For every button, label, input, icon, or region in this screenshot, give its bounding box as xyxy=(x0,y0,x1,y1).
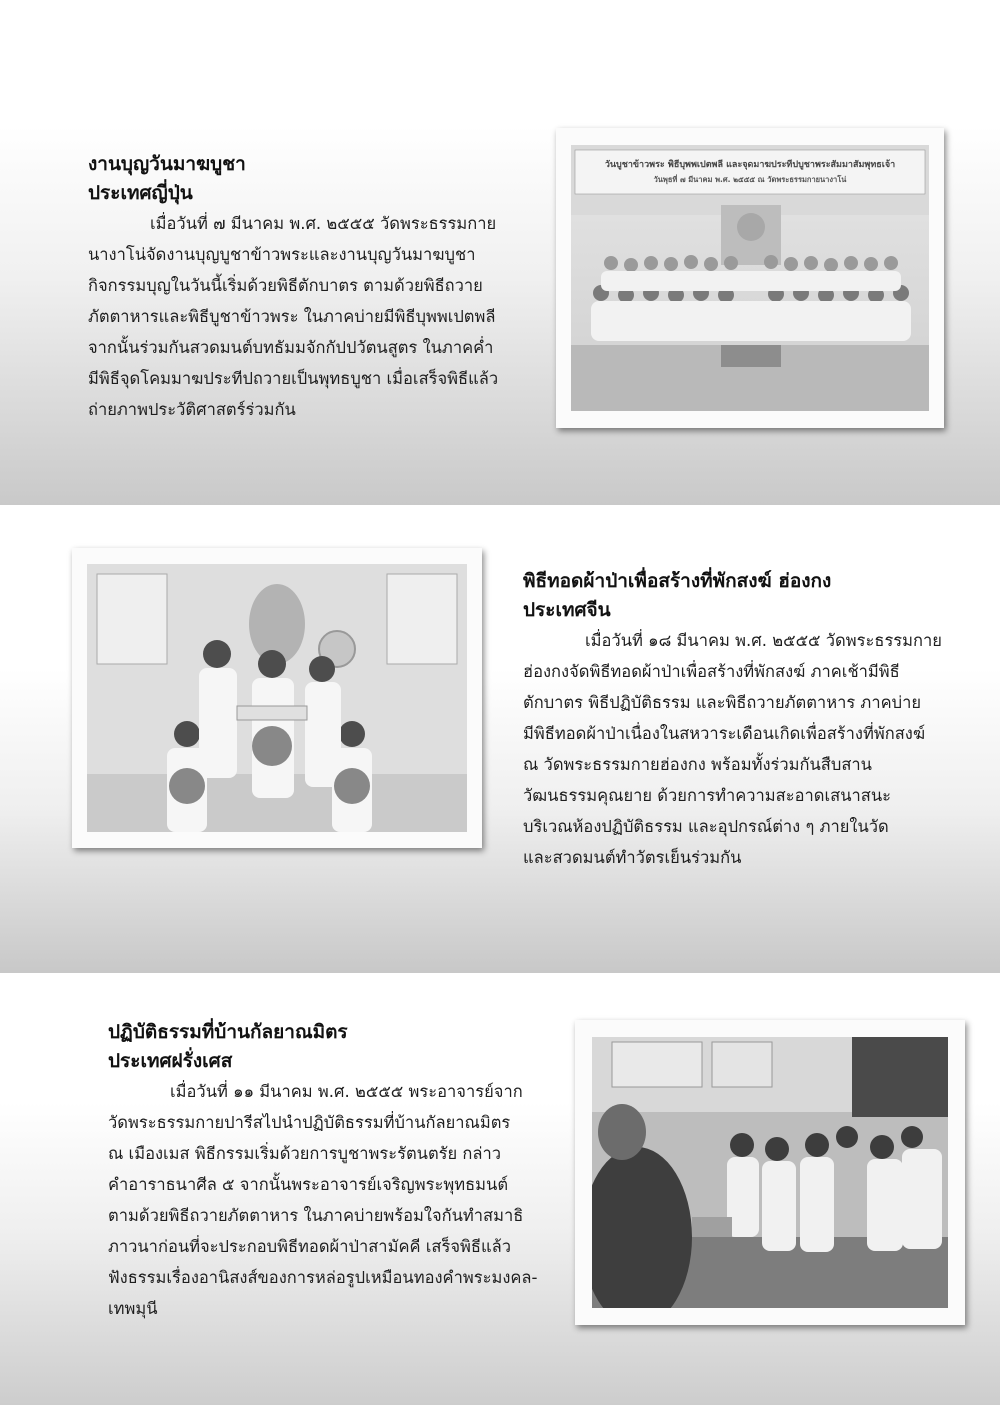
article-title: ปฏิบัติธรรมที่บ้านกัลยาณมิตร xyxy=(108,1021,348,1043)
body-line: และสวดมนต์ทำวัตรเย็นร่วมกัน xyxy=(523,848,742,867)
body-line: วัดพระธรรมกายปารีสไปนำปฏิบัติธรรมที่บ้านกัลยาณมิตร xyxy=(108,1113,511,1132)
body-line: ภาวนาก่อนที่จะประกอบพิธีทอดผ้าป่าสามัคคี เสร็จพิธีแล้ว xyxy=(108,1237,511,1256)
body-line: เมื่อวันที่ ๑๘ มีนาคม พ.ศ. ๒๕๕๕ วัดพระธรรมกาย xyxy=(585,631,942,650)
body-line: ตักบาตร พิธีปฏิบัติธรรม และพิธีถวายภัตตาหาร ภาคบ่าย xyxy=(523,693,922,712)
body-line: นางาโน่จัดงานบุญบูชาข้าวพระและงานบุญวันมาฆบูชา xyxy=(88,245,476,264)
body-line: ภัตตาหารและพิธีบูชาข้าวพระ ในภาคบ่ายมีพิธีบุพพเปตพลี xyxy=(88,307,496,326)
article-country: ประเทศญี่ปุ่น xyxy=(88,182,193,204)
article-japan xyxy=(88,150,528,425)
banner-line-2: วันพุธที่ ๗ มีนาคม พ.ศ. ๒๕๕๕ ณ วัดพระธรรมกายนางาโน่ xyxy=(653,175,847,184)
banner-line-1: วันบูชาข้าวพระ พิธีบุพพเปตพลี และจุดมาฆประทีปบูชาพระสัมมาสัมพุทธเจ้า xyxy=(604,160,896,170)
photo-france-meditation xyxy=(575,1020,965,1325)
body-line: จากนั้นร่วมกันสวดมนต์บทธัมมจักกัปปวัตนสูตร ในภาคค่ำ xyxy=(88,338,494,357)
body-line: ฮ่องกงจัดพิธีทอดผ้าป่าเพื่อสร้างที่พักสงฆ์ ภาคเช้ามีพิธี xyxy=(523,662,900,681)
photo-japan-group xyxy=(556,128,944,428)
article-body xyxy=(108,1076,538,1324)
body-line: เทพมุนี xyxy=(108,1299,158,1318)
article-country: ประเทศฝรั่งเศส xyxy=(108,1050,233,1072)
body-line: ณ เมืองเมส พิธีกรรมเริ่มด้วยการบูชาพระรัตนตรัย กล่าว xyxy=(108,1144,502,1163)
group-photo-image xyxy=(571,145,929,411)
body-line: คำอาราธนาศีล ๕ จากนั้นพระอาจารย์เจริญพระพุทธมนต์ xyxy=(108,1175,509,1194)
body-line: ณ วัดพระธรรมกายฮ่องกง พร้อมทั้งร่วมกันสืบสาน xyxy=(523,755,872,774)
body-line: ฟังธรรมเรื่องอานิสงส์ของการหล่อรูปเหมือนทองคำพระมงคล- xyxy=(108,1268,538,1287)
photo-hongkong-kathina xyxy=(72,548,482,848)
kathina-photo-image xyxy=(87,564,467,832)
article-country: ประเทศจีน xyxy=(523,599,611,621)
article-title: งานบุญวันมาฆบูชา xyxy=(88,153,246,175)
body-line: วัฒนธรรมคุณยาย ด้วยการทำความสะอาดเสนาสนะ xyxy=(523,786,891,805)
body-line: เมื่อวันที่ ๑๑ มีนาคม พ.ศ. ๒๕๕๕ พระอาจารย์จาก xyxy=(170,1082,523,1101)
body-line: มีพิธีจุดโคมมาฆประทีปถวายเป็นพุทธบูชา เมื่อเสร็จพิธีแล้ว xyxy=(88,369,499,388)
body-line: ถ่ายภาพประวัติศาสตร์ร่วมกัน xyxy=(88,400,296,419)
article-france xyxy=(108,1018,538,1324)
article-title: พิธีทอดผ้าป่าเพื่อสร้างที่พักสงฆ์ ฮ่องกง xyxy=(523,570,832,592)
body-line: กิจกรรมบุญในวันนี้เริ่มด้วยพิธีตักบาตร ตามด้วยพิธีถวาย xyxy=(88,276,483,295)
body-line: มีพิธีทอดผ้าป่าเนื่องในสหวาระเดือนเกิดเพื่อสร้างที่พักสงฆ์ xyxy=(523,724,926,743)
article-body xyxy=(88,208,528,425)
body-line: บริเวณห้องปฏิบัติธรรม และอุปกรณ์ต่าง ๆ ภายในวัด xyxy=(523,817,889,836)
body-line: เมื่อวันที่ ๗ มีนาคม พ.ศ. ๒๕๕๕ วัดพระธรรมกาย xyxy=(150,214,497,233)
article-body xyxy=(523,625,948,873)
meditation-photo-image xyxy=(592,1037,948,1308)
article-hongkong xyxy=(523,567,948,873)
body-line: ตามด้วยพิธีถวายภัตตาหาร ในภาคบ่ายพร้อมใจกันทำสมาธิ xyxy=(108,1206,524,1225)
